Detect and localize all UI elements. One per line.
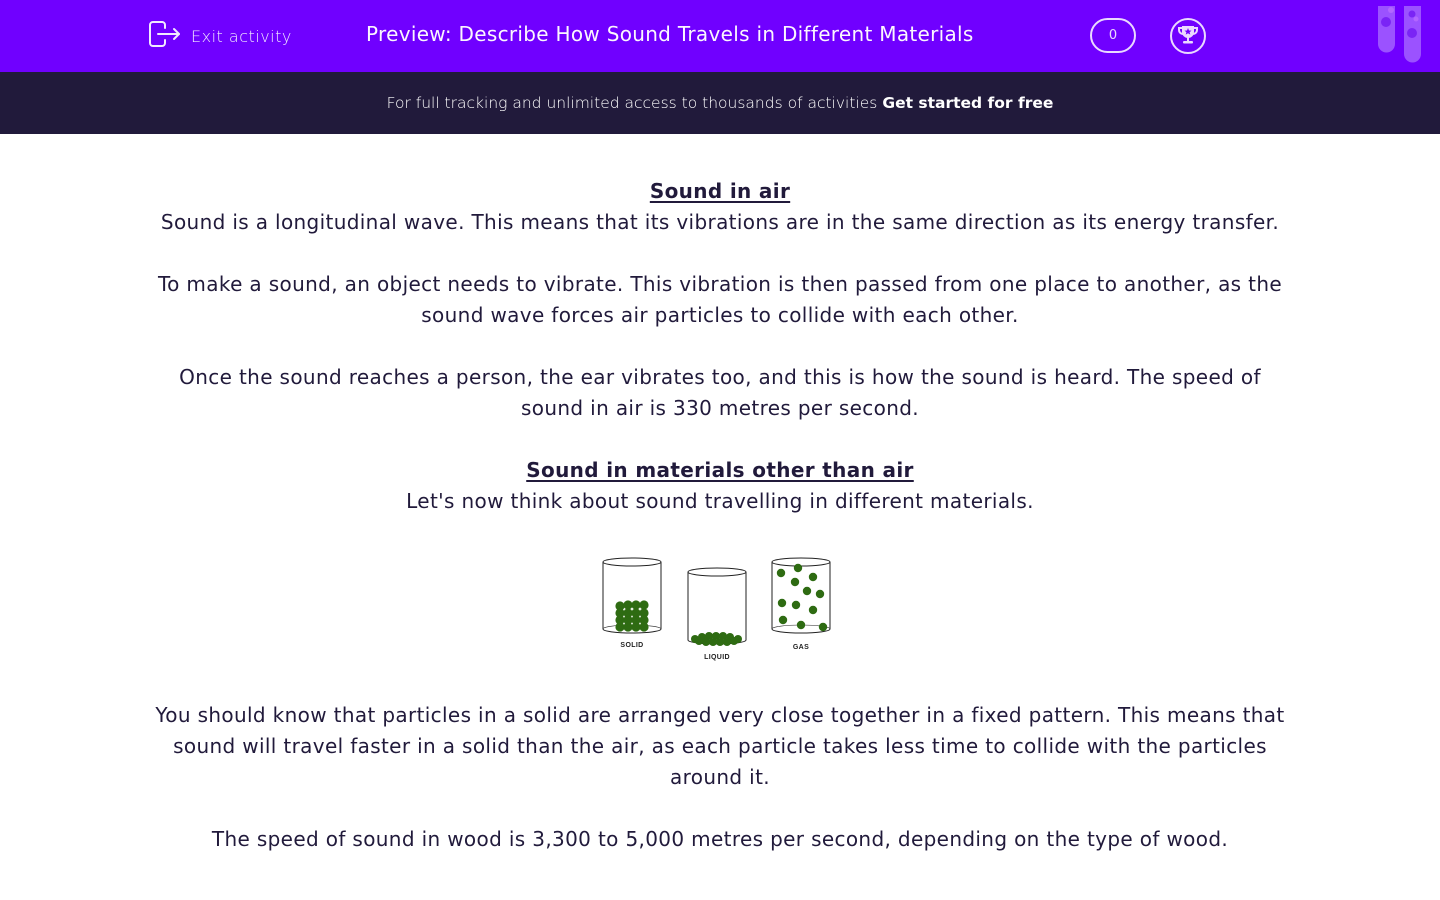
score-value: 0 (1108, 28, 1118, 43)
section-heading-sound-in-air: Sound in air (649, 179, 791, 203)
page-title: Preview: Describe How Sound Travels in Different Materials (366, 22, 974, 46)
score-counter (1090, 18, 1136, 53)
gas-container (772, 558, 830, 651)
test-tubes-icon (1376, 0, 1426, 64)
svg-text:LIQUID: LIQUID (704, 654, 730, 661)
paragraph: To make a sound, an object needs to vibrate. This vibration is then passed from one place to another, as the sound wave forces air particles to collide with each other. (157, 272, 1283, 327)
banner-text: For full tracking and unlimited access to thousands of activities (386, 94, 878, 112)
paragraph: Let's now think about sound travelling in different materials. (406, 489, 1034, 513)
paragraph: Sound is a longitudinal wave. This means that its vibrations are in the same direction as its energy transfer. (160, 210, 1280, 234)
paragraph: You should know that particles in a solid are arranged very close together in a fixed pattern. This means that sound will travel faster in a solid than the air, as each particle takes less time to collide with the particles around it. (155, 703, 1285, 789)
states-of-matter-diagram (150, 554, 1290, 664)
lesson-content (150, 176, 1290, 855)
svg-text:SOLID: SOLID (620, 642, 644, 649)
exit-activity-button[interactable] (148, 20, 292, 52)
trophy-button[interactable] (1170, 18, 1206, 54)
paragraph: The speed of sound in wood is 3,300 to 5,000 metres per second, depending on the type of wood. (211, 827, 1229, 851)
get-started-link[interactable]: Get started for free (882, 94, 1054, 112)
solid-container (603, 558, 661, 649)
exit-activity-label: Exit activity (191, 26, 292, 46)
trophy-icon (1177, 23, 1199, 49)
paragraph: Once the sound reaches a person, the ear vibrates too, and this is how the sound is heard. The speed of sound in air is 330 metres per second. (179, 365, 1261, 420)
svg-text:GAS: GAS (792, 644, 810, 651)
signup-banner (0, 72, 1440, 134)
section-heading-other-materials: Sound in materials other than air (526, 458, 914, 482)
liquid-container (688, 568, 746, 661)
exit-icon (148, 19, 182, 53)
top-navigation-bar (0, 0, 1440, 72)
